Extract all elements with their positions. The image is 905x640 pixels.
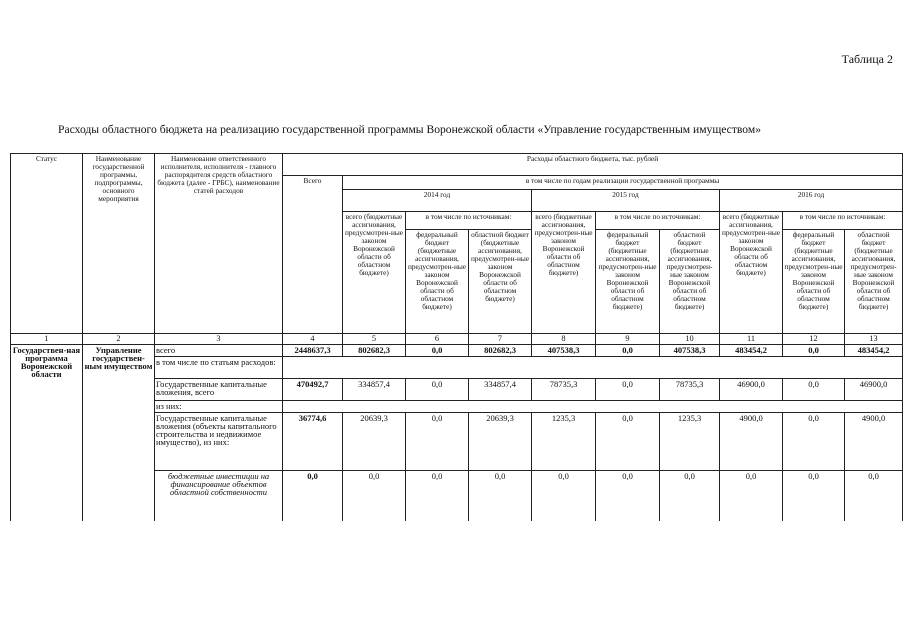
value-cell: 483454,2 — [845, 345, 903, 357]
value-cell: 20639,3 — [343, 413, 406, 471]
value-cell: 0,0 — [596, 413, 660, 471]
value-cell: 407538,3 — [660, 345, 720, 357]
col-number: 10 — [660, 334, 720, 345]
value-cell: 0,0 — [406, 471, 469, 521]
table-label: Таблица 2 — [841, 52, 893, 66]
col-number: 7 — [469, 334, 532, 345]
header-2014-regional: областной бюджет (бюджетные ассигнования, предусмотрен-ные законом Воронежской области об областном бюджете) — [469, 230, 532, 334]
header-name: Наименование государственной программы, подпрограммы, основного мероприятия — [83, 154, 155, 334]
col-number: 12 — [783, 334, 845, 345]
value-cell: 334857,4 — [469, 379, 532, 401]
value-cell: 78735,3 — [532, 379, 596, 401]
value-cell: 802682,3 — [469, 345, 532, 357]
program-name-cell: Управление государствен-ным имуществом — [83, 345, 155, 521]
header-year-2015: 2015 год — [532, 190, 720, 212]
header-year-2016: 2016 год — [720, 190, 903, 212]
value-cell: 20639,3 — [469, 413, 532, 471]
value-cell: 0,0 — [596, 379, 660, 401]
value-cell: 46900,0 — [720, 379, 783, 401]
row-label: всего — [155, 345, 283, 357]
header-by-years: в том числе по годам реализации государственной программы — [343, 176, 903, 190]
col-number: 9 — [596, 334, 660, 345]
value-cell: 0,0 — [783, 345, 845, 357]
header-2015-regional: областной бюджет (бюджетные ассигнования, предусмотрен-ные законом Воронежской области об областном бюджете) — [660, 230, 720, 334]
value-cell: 470492,7 — [283, 379, 343, 401]
value-cell: 78735,3 — [660, 379, 720, 401]
value-cell: 0,0 — [343, 471, 406, 521]
header-total: Всего — [283, 176, 343, 334]
empty-cells — [283, 357, 903, 379]
row-label: из них: — [155, 401, 283, 413]
col-number: 1 — [11, 334, 83, 345]
row-label: в том числе по статьям расходов: — [155, 357, 283, 379]
header-executor: Наименование ответственного исполнителя, исполнителя - главного распорядителя средств областного бюджета (далее - ГРБС), наименование статей расходов — [155, 154, 283, 334]
header-2016-sources: в том числе по источникам: — [783, 212, 903, 230]
header-2015-total: всего (бюджетные ассигнования, предусмотрен-ные законом Воронежской области об областном бюджете) — [532, 212, 596, 334]
column-number-row — [11, 334, 903, 345]
header-2014-sources: в том числе по источникам: — [406, 212, 532, 230]
value-cell: 46900,0 — [845, 379, 903, 401]
header-expenses: Расходы областного бюджета, тыс. рублей — [283, 154, 903, 176]
col-number: 13 — [845, 334, 903, 345]
row-label: бюджетные инвестиции на финансирование объектов областной собственности — [155, 471, 283, 521]
value-cell: 0,0 — [532, 471, 596, 521]
header-2016-total: всего (бюджетные ассигнования, предусмотрен-ные законом Воронежской области об областном бюджете) — [720, 212, 783, 334]
value-cell: 1235,3 — [660, 413, 720, 471]
value-cell: 0,0 — [720, 471, 783, 521]
header-2014-federal: федеральный бюджет (бюджетные ассигнования, предусмотрен-ные законом Воронежской области об областном бюджете) — [406, 230, 469, 334]
budget-table — [10, 153, 903, 521]
col-number: 3 — [155, 334, 283, 345]
value-cell: 483454,2 — [720, 345, 783, 357]
header-2016-regional: областной бюджет (бюджетные ассигнования, предусмотрен-ные законом Воронежской области об областном бюджете) — [845, 230, 903, 334]
header-year-2014: 2014 год — [343, 190, 532, 212]
header-2015-federal: федеральный бюджет (бюджетные ассигнования, предусмотрен-ные законом Воронежской области об областном бюджете) — [596, 230, 660, 334]
header-2014-total: всего (бюджетные ассигнования, предусмотрен-ные законом Воронежской области об областном бюджете) — [343, 212, 406, 334]
value-cell: 0,0 — [783, 413, 845, 471]
value-cell: 0,0 — [783, 471, 845, 521]
value-cell: 407538,3 — [532, 345, 596, 357]
value-cell: 1235,3 — [532, 413, 596, 471]
value-cell: 4900,0 — [845, 413, 903, 471]
col-number: 6 — [406, 334, 469, 345]
value-cell: 0,0 — [845, 471, 903, 521]
value-cell: 334857,4 — [343, 379, 406, 401]
value-cell: 0,0 — [283, 471, 343, 521]
value-cell: 0,0 — [469, 471, 532, 521]
value-cell: 2448637,3 — [283, 345, 343, 357]
row-label: Государственные капитальные вложения (объекты капитального строительства и недвижимое имущество), из них: — [155, 413, 283, 471]
col-number: 2 — [83, 334, 155, 345]
value-cell: 0,0 — [406, 413, 469, 471]
row-label: Государственные капитальные вложения, всего — [155, 379, 283, 401]
status-cell: Государствен-ная программа Воронежской области — [11, 345, 83, 521]
document-title: Расходы областного бюджета на реализацию государственной программы Воронежской области «Управление государственным имуществом» — [58, 123, 762, 136]
value-cell: 0,0 — [596, 345, 660, 357]
value-cell: 0,0 — [783, 379, 845, 401]
value-cell: 802682,3 — [343, 345, 406, 357]
table-row — [11, 345, 903, 357]
header-2015-sources: в том числе по источникам: — [596, 212, 720, 230]
col-number: 11 — [720, 334, 783, 345]
col-number: 5 — [343, 334, 406, 345]
value-cell: 0,0 — [660, 471, 720, 521]
value-cell: 36774,6 — [283, 413, 343, 471]
col-number: 8 — [532, 334, 596, 345]
value-cell: 0,0 — [596, 471, 660, 521]
value-cell: 0,0 — [406, 379, 469, 401]
value-cell: 0,0 — [406, 345, 469, 357]
empty-cells — [283, 401, 903, 413]
header-status: Статус — [11, 154, 83, 334]
col-number: 4 — [283, 334, 343, 345]
header-2016-federal: федеральный бюджет (бюджетные ассигнования, предусмотрен-ные законом Воронежской области об областном бюджете) — [783, 230, 845, 334]
value-cell: 4900,0 — [720, 413, 783, 471]
